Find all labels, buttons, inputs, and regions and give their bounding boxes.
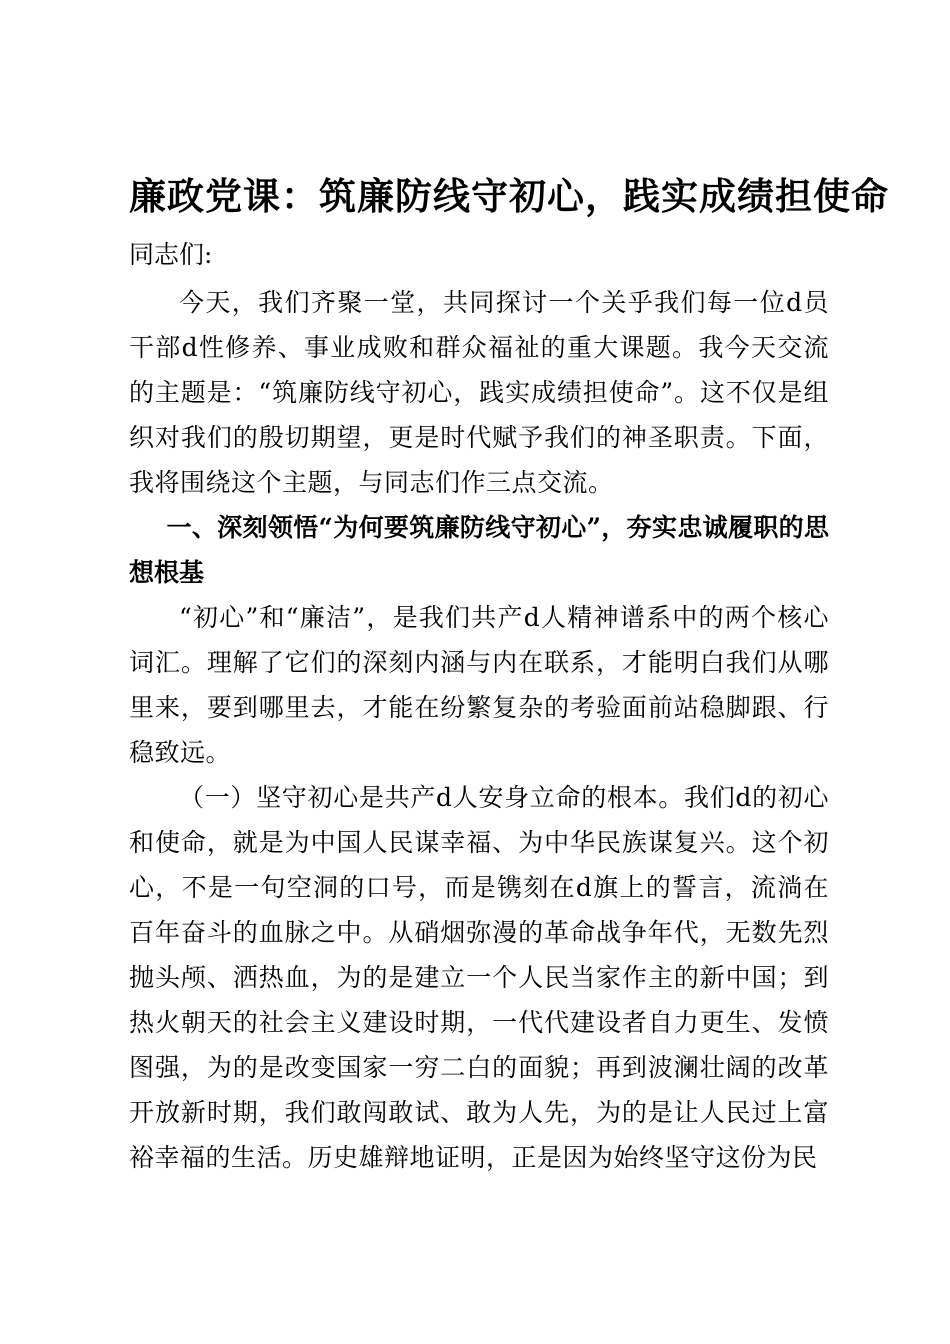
document-page <box>129 0 889 1180</box>
document-title: 廉政党课：筑廉防线守初心，践实成绩担使命 <box>129 174 889 218</box>
section-1-intro-paragraph: “初心”和“廉洁”，是我们共产d人精神谱系中的两个核心词汇。理解了它们的深刻内涵与内在联系，才能明白我们从哪里来，要到哪里去，才能在纷繁复杂的考验面前站稳脚跟、行稳致远。 <box>129 603 829 767</box>
section-1-heading: 一、深刻领悟“为何要筑廉防线守初心”，夯实忠诚履职的思想根基 <box>129 513 829 587</box>
salutation: 同志们: <box>129 240 213 269</box>
intro-paragraph: 今天，我们齐聚一堂，共同探讨一个关乎我们每一位d员干部d性修养、事业成败和群众福祉的重大课题。我今天交流的主题是：“筑廉防线守初心，践实成绩担使命”。这不仅是组织对我们的殷切期望，更是时代赋予我们的神圣职责。下面，我将围绕这个主题，与同志们作三点交流。 <box>129 288 829 497</box>
section-1-point-1-paragraph: （一）坚守初心是共产d人安身立命的根本。我们d的初心和使命，就是为中国人民谋幸福、为中华民族谋复兴。这个初心，不是一句空洞的口号，而是镌刻在d旗上的誓言，流淌在百年奋斗的血脉之中。从硝烟弥漫的革命战争年代，无数先烈抛头颅、洒热血，为的是建立一个人民当家作主的新中国；到热火朝天的社会主义建设时期，一代代建设者自力更生、发愤图强，为的是改变国家一穷二白的面貌；再到波澜壮阔的改革开放新时期，我们敢闯敢试、敢为人先，为的是让人民过上富裕幸福的生活。历史雄辩地证明，正是因为始终坚守这份为民 <box>129 783 829 1172</box>
